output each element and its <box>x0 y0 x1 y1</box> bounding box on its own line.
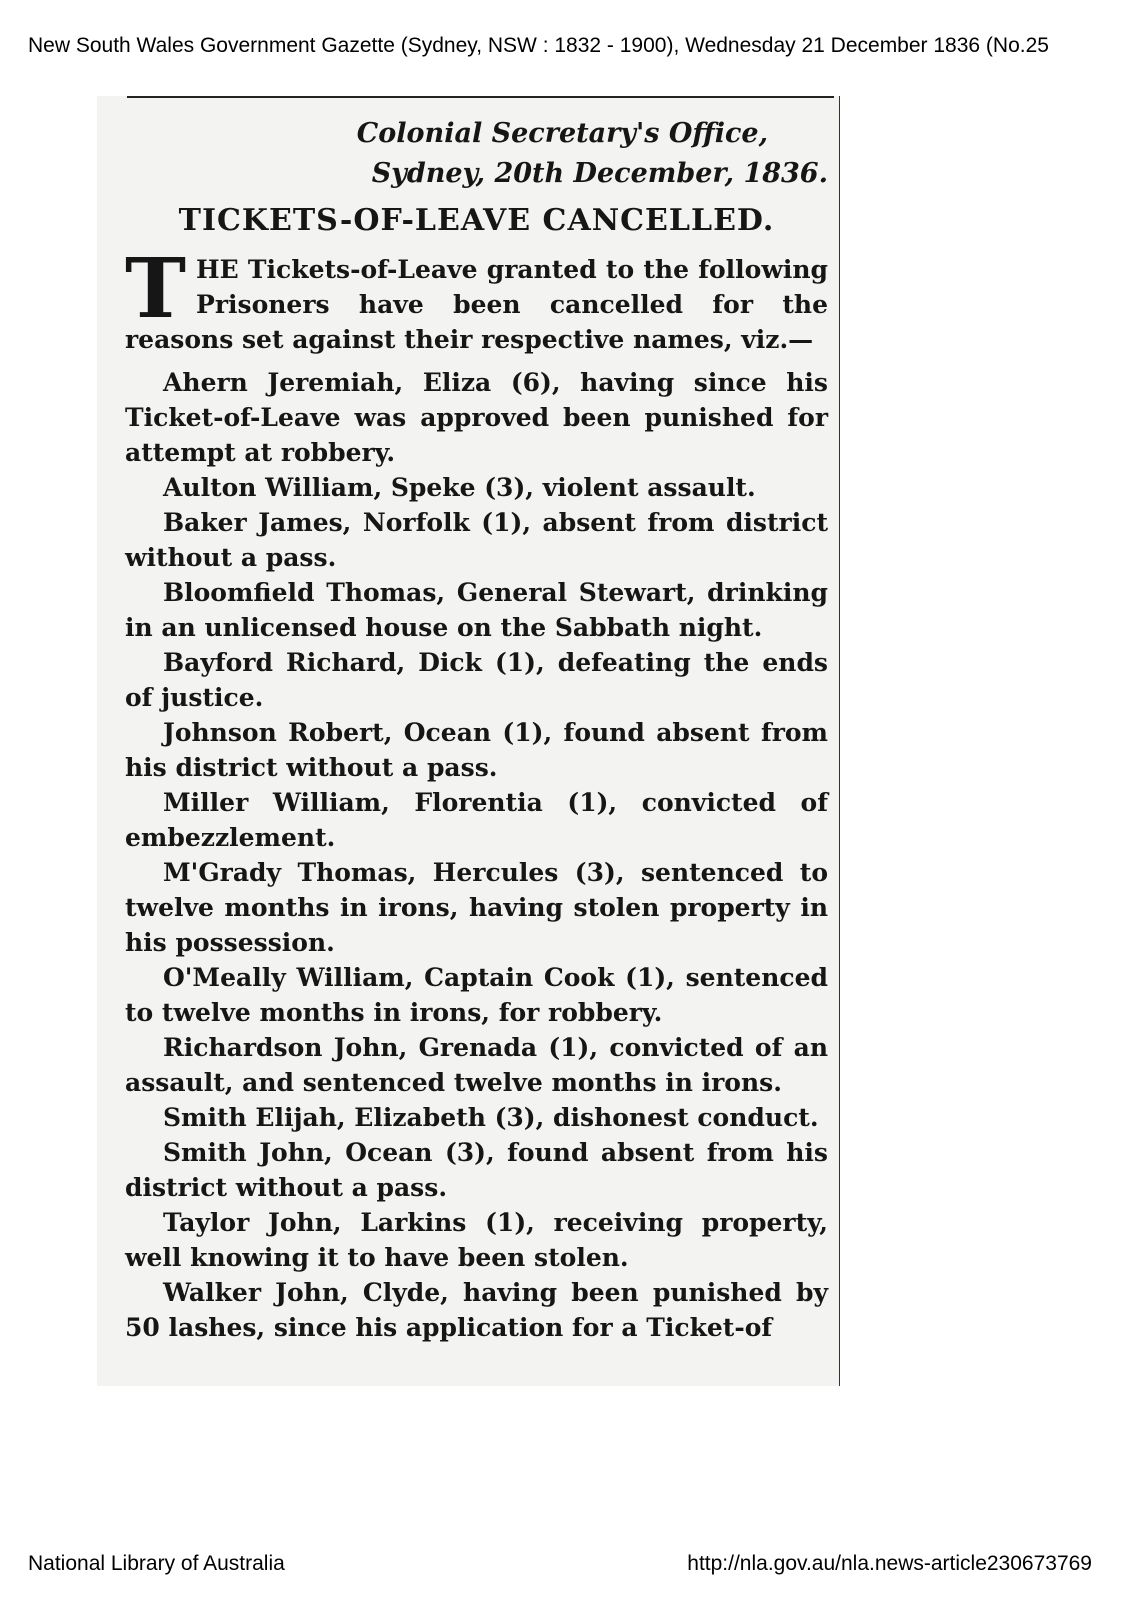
article <box>125 114 828 1345</box>
entry: Bloomfield Thomas, General Stewart, drinking in an unlicensed house on the Sabbath night. <box>125 578 828 642</box>
entry: Richardson John, Grenada (1), convicted of an assault, and sentenced twelve months in irons. <box>125 1033 828 1097</box>
footer-url: http://nla.gov.au/nla.news-article230673769 <box>687 1552 1092 1575</box>
entry: Aulton William, Speke (3), violent assault. <box>163 473 756 502</box>
intro-text: HE Tickets-of-Leave granted to the following Prisoners have been cancelled for the reasons set against their respective names, viz.— <box>125 255 828 354</box>
drop-cap: T <box>125 241 187 337</box>
column-rule <box>839 96 840 1386</box>
entry: Ahern Jeremiah, Eliza (6), having since his Ticket-of-Leave was approved been punished for attempt at robbery. <box>125 368 828 467</box>
notice-title: TICKETS-OF-LEAVE CANCELLED. <box>178 203 775 238</box>
entry: Smith John, Ocean (3), found absent from his district without a pass. <box>125 1138 828 1202</box>
entry: Bayford Richard, Dick (1), defeating the ends of justice. <box>125 648 828 712</box>
entry: Miller William, Florentia (1), convicted of embezzlement. <box>125 788 828 852</box>
newspaper-clipping <box>97 96 840 1386</box>
entry: Taylor John, Larkins (1), receiving property, well knowing it to have been stolen. <box>125 1208 828 1272</box>
entry: Smith Elijah, Elizabeth (3), dishonest conduct. <box>163 1103 819 1132</box>
page-header-citation: New South Wales Government Gazette (Sydney, NSW : 1832 - 1900), Wednesday 21 December 1836 (No.25 <box>28 34 1049 57</box>
entry: Baker James, Norfolk (1), absent from district without a pass. <box>125 508 828 572</box>
footer-source: National Library of Australia <box>28 1552 285 1575</box>
entry: Johnson Robert, Ocean (1), found absent from his district without a pass. <box>125 718 828 782</box>
entry: M'Grady Thomas, Hercules (3), sentenced to twelve months in irons, having stolen property in his possession. <box>125 858 828 957</box>
dateline <box>125 114 828 194</box>
intro-paragraph <box>125 241 828 357</box>
entry: Walker John, Clyde, having been punished by 50 lashes, since his application for a Ticket-of <box>125 1278 828 1342</box>
dateline-date: Sydney, 20th December, 1836. <box>371 158 828 189</box>
top-rule <box>127 96 834 98</box>
entry: O'Meally William, Captain Cook (1), sentenced to twelve months in irons, for robbery. <box>125 963 828 1027</box>
dateline-office: Colonial Secretary's Office, <box>356 118 768 149</box>
